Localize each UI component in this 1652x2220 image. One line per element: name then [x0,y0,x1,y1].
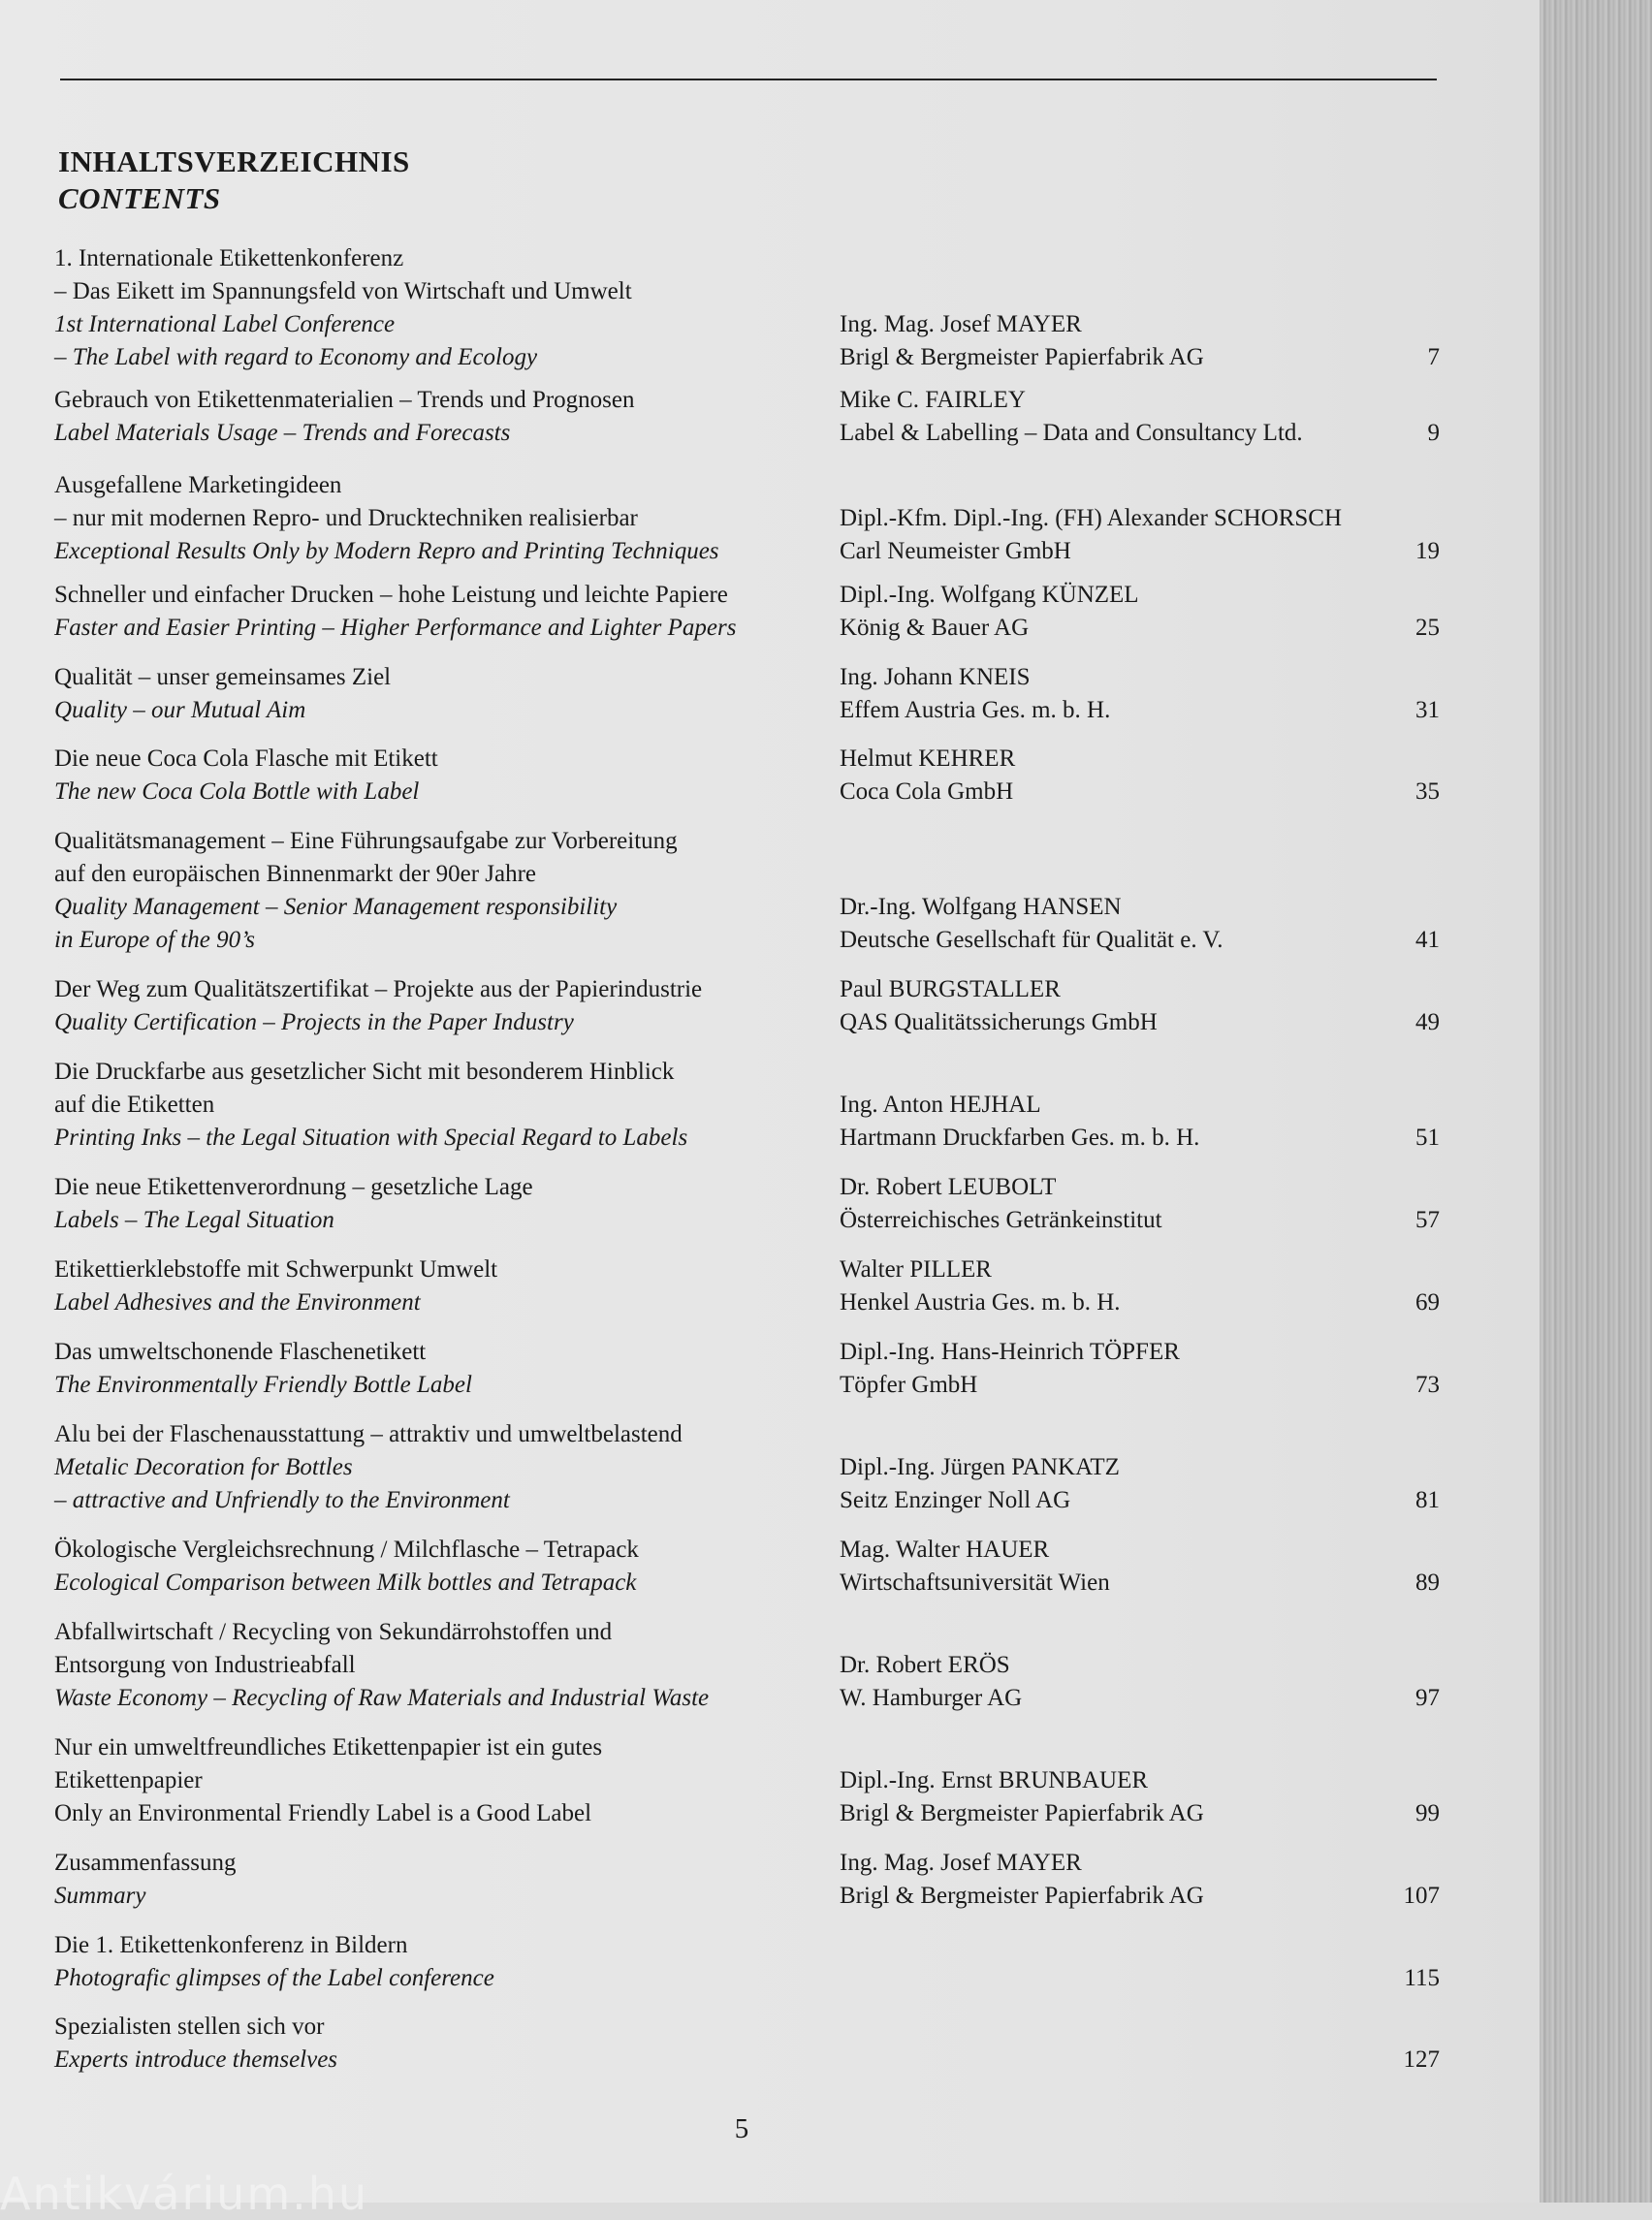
toc-entry-author [840,1534,1382,1600]
toc-entry-title [54,384,830,450]
author-organization: QAS Qualitätssicherungs GmbH [840,1009,1158,1035]
heading-english: CONTENTS [58,181,221,215]
title-line-german: Qualität – unser gemeinsames Ziel [54,664,392,690]
author-name: Dipl.-Ing. Hans-Heinrich TÖPFER [840,1339,1180,1365]
toc-entry-title [54,661,830,727]
page-number: 5 [734,2113,749,2144]
title-line-german: Ökologische Vergleichsrechnung / Milchflasche – Tetrapack [54,1537,639,1563]
title-line-english: Metalic Decoration for Bottles [54,1454,353,1480]
title-line-english: 1st International Label Conference [54,311,396,337]
author-name: Ing. Anton HEJHAL [840,1092,1041,1118]
author-name: Dr. Robert ERÖS [840,1652,1010,1678]
toc-page-number: 115 [1404,1965,1440,1991]
author-name: Paul BURGSTALLER [840,976,1061,1002]
header-rule [60,79,1437,80]
title-line-german: Gebrauch von Etikettenmaterialien – Trends und Prognosen [54,387,635,413]
toc-entry-title [54,1929,830,1995]
toc-page-number: 9 [1427,420,1440,446]
author-name: Dipl.-Kfm. Dipl.-Ing. (FH) Alexander SCHORSCH [840,505,1343,531]
title-line-german: – nur mit modernen Repro- und Drucktechniken realisierbar [54,505,638,531]
author-organization: Hartmann Druckfarben Ges. m. b. H. [840,1125,1200,1151]
author-name: Mike C. FAIRLEY [840,387,1026,413]
title-line-german: Etikettenpapier [54,1767,203,1793]
toc-entry-author [840,743,1382,809]
author-name: Dr. Robert LEUBOLT [840,1174,1057,1200]
author-organization: Seitz Enzinger Noll AG [840,1487,1071,1513]
title-line-german: Schneller und einfacher Drucken – hohe Leistung und leichte Papiere [54,582,728,608]
title-line-german: Das umweltschonende Flaschenetikett [54,1339,427,1365]
author-organization: Coca Cola GmbH [840,778,1014,805]
contents-heading [58,143,410,217]
toc-entry-author [840,1847,1382,1913]
title-line-german: auf den europäischen Binnenmarkt der 90er Jahre [54,861,537,887]
book-spine-edge [1540,0,1652,2203]
title-line-english: in Europe of the 90’s [54,927,255,953]
title-line-german: Only an Environmental Friendly Label is a Good Label [54,1800,592,1826]
author-name: Ing. Johann KNEIS [840,664,1031,690]
toc-entry-title [54,1418,830,1517]
toc-page-number: 57 [1415,1207,1440,1233]
toc-entry-author [840,1451,1382,1517]
toc-entry-title [54,2011,830,2077]
toc-page-number: 89 [1415,1570,1440,1596]
title-line-english: – attractive and Unfriendly to the Environment [54,1487,510,1513]
toc-entry-title [54,469,830,568]
author-organization: Label & Labelling – Data and Consultancy Ltd. [840,420,1303,446]
toc-entry-author [840,1336,1382,1402]
toc-entry-title [54,1847,830,1913]
title-line-german: Etikettierklebstoffe mit Schwerpunkt Umwelt [54,1256,498,1283]
title-line-german: Spezialisten stellen sich vor [54,2014,325,2040]
toc-page-number: 107 [1403,1883,1440,1909]
title-line-german: 1. Internationale Etikettenkonferenz [54,245,404,271]
toc-entry-author [840,1649,1382,1715]
title-line-german: Die neue Coca Cola Flasche mit Etikett [54,745,438,772]
title-line-german: – Das Eikett im Spannungsfeld von Wirtschaft und Umwelt [54,278,632,304]
toc-entry-author [840,661,1382,727]
author-organization: König & Bauer AG [840,615,1030,641]
title-line-german: Zusammenfassung [54,1850,237,1876]
title-line-english: Photografic glimpses of the Label conference [54,1965,494,1991]
title-line-english: Label Adhesives and the Environment [54,1289,421,1316]
title-line-german: Nur ein umweltfreundliches Etikettenpapier ist ein gutes [54,1734,603,1760]
toc-page-number: 25 [1415,615,1440,641]
toc-entry-author [840,891,1382,957]
toc-page-number: 19 [1415,538,1440,564]
toc-entry-author [840,1764,1382,1830]
toc-page-number: 51 [1415,1125,1440,1151]
title-line-english: Exceptional Results Only by Modern Repro and Printing Techniques [54,538,719,564]
author-organization: Töpfer GmbH [840,1372,978,1398]
toc-entry-title [54,973,830,1039]
title-line-german: Der Weg zum Qualitätszertifikat – Projekte aus der Papierindustrie [54,976,703,1002]
watermark: Antikvárium.hu [0,2168,369,2220]
toc-entry-author [840,502,1382,568]
title-line-german: auf die Etiketten [54,1092,215,1118]
heading-german: INHALTSVERZEICHNIS [58,144,410,178]
title-line-english: The Environmentally Friendly Bottle Label [54,1372,472,1398]
toc-entry-title [54,1616,830,1715]
toc-page-number: 73 [1415,1372,1440,1398]
title-line-english: Experts introduce themselves [54,2046,338,2073]
toc-entry-title [54,579,830,645]
author-organization: Effem Austria Ges. m. b. H. [840,697,1111,723]
toc-entry-title [54,825,830,957]
title-line-english: Waste Economy – Recycling of Raw Materials and Industrial Waste [54,1685,710,1711]
toc-entry-title [54,1253,830,1319]
toc-entry-title [54,743,830,809]
author-name: Walter PILLER [840,1256,992,1283]
toc-entry-author [840,579,1382,645]
title-line-english: The new Coca Cola Bottle with Label [54,778,420,805]
author-name: Ing. Mag. Josef MAYER [840,1850,1082,1876]
title-line-english: Quality Certification – Projects in the Paper Industry [54,1009,574,1035]
author-name: Dipl.-Ing. Ernst BRUNBAUER [840,1767,1149,1793]
toc-page-number: 35 [1415,778,1440,805]
toc-page-number: 69 [1415,1289,1440,1316]
toc-entry-title [54,1056,830,1155]
author-name: Mag. Walter HAUER [840,1537,1050,1563]
toc-entry-title [54,1731,830,1830]
title-line-english: Ecological Comparison between Milk bottles and Tetrapack [54,1570,637,1596]
toc-entry-author [840,973,1382,1039]
author-name: Dipl.-Ing. Wolfgang KÜNZEL [840,582,1139,608]
toc-entry-author [840,384,1382,450]
title-line-german: Die 1. Etikettenkonferenz in Bildern [54,1932,408,1958]
toc-page-number: 41 [1415,927,1440,953]
toc-entry-author [840,1253,1382,1319]
author-organization: Henkel Austria Ges. m. b. H. [840,1289,1121,1316]
author-name: Helmut KEHRER [840,745,1016,772]
author-name: Dr.-Ing. Wolfgang HANSEN [840,894,1122,920]
title-line-german: Abfallwirtschaft / Recycling von Sekundärrohstoffen und [54,1619,613,1645]
toc-page-number: 127 [1403,2046,1440,2073]
author-name: Ing. Mag. Josef MAYER [840,311,1082,337]
title-line-german: Qualitätsmanagement – Eine Führungsaufgabe zur Vorbereitung [54,828,678,854]
title-line-english: – The Label with regard to Economy and Ecology [54,344,538,370]
title-line-english: Faster and Easier Printing – Higher Performance and Lighter Papers [54,615,737,641]
author-organization: Carl Neumeister GmbH [840,538,1071,564]
toc-page-number: 97 [1415,1685,1440,1711]
title-line-german: Die Druckfarbe aus gesetzlicher Sicht mit besonderem Hinblick [54,1059,675,1085]
toc-entry-title [54,1534,830,1600]
toc-page-number: 31 [1415,697,1440,723]
toc-page-number: 7 [1427,344,1440,370]
author-organization: W. Hamburger AG [840,1685,1023,1711]
title-line-english: Printing Inks – the Legal Situation with Special Regard to Labels [54,1125,688,1151]
title-line-german: Entsorgung von Industrieabfall [54,1652,356,1678]
author-organization: Wirtschaftsuniversität Wien [840,1570,1110,1596]
title-line-german: Die neue Etikettenverordnung – gesetzliche Lage [54,1174,533,1200]
toc-entry-author [840,1171,1382,1237]
toc-entry-author [840,1089,1382,1155]
author-organization: Deutsche Gesellschaft für Qualität e. V. [840,927,1223,953]
toc-page-number: 99 [1415,1800,1440,1826]
toc-page-number: 81 [1415,1487,1440,1513]
toc-entry-title [54,242,830,374]
title-line-english: Labels – The Legal Situation [54,1207,334,1233]
title-line-english: Summary [54,1883,146,1909]
toc-entry-title [54,1336,830,1402]
title-line-german: Alu bei der Flaschenausstattung – attraktiv und umweltbelastend [54,1421,683,1447]
toc-entry-title [54,1171,830,1237]
toc-entry-author [840,308,1382,374]
title-line-english: Quality – our Mutual Aim [54,697,306,723]
title-line-english: Label Materials Usage – Trends and Forecasts [54,420,511,446]
author-organization: Brigl & Bergmeister Papierfabrik AG [840,1800,1204,1826]
author-organization: Brigl & Bergmeister Papierfabrik AG [840,344,1204,370]
title-line-german: Ausgefallene Marketingideen [54,472,342,498]
title-line-english: Quality Management – Senior Management responsibility [54,894,618,920]
toc-page-number: 49 [1415,1009,1440,1035]
author-organization: Österreichisches Getränkeinstitut [840,1207,1162,1233]
author-organization: Brigl & Bergmeister Papierfabrik AG [840,1883,1204,1909]
author-name: Dipl.-Ing. Jürgen PANKATZ [840,1454,1120,1480]
